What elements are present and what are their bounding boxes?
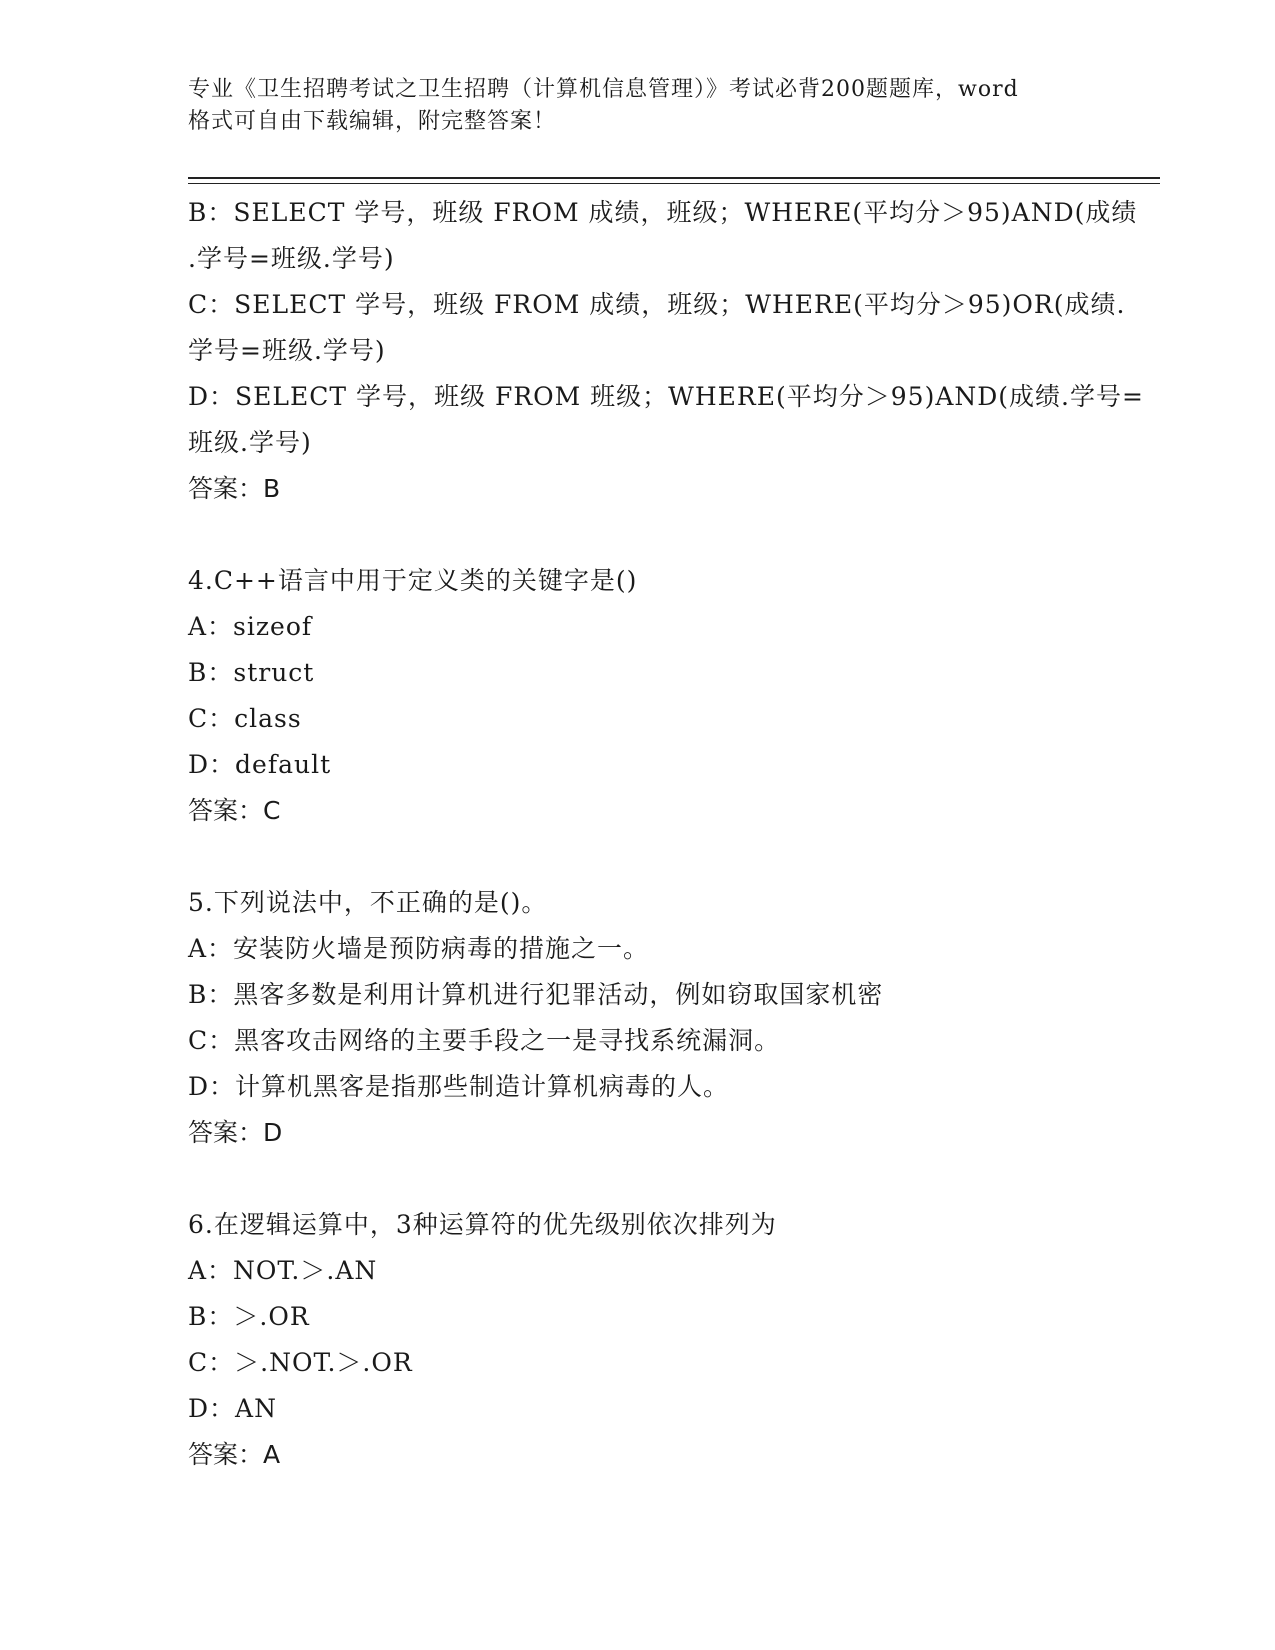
question-text: 5.下列说法中，不正确的是()。	[188, 888, 548, 917]
option-d: D：计算机黑客是指那些制造计算机病毒的人。	[188, 1072, 730, 1101]
option-b: B：struct	[188, 658, 315, 687]
header-rule-thick	[188, 177, 1160, 179]
answer: 答案：D	[188, 1118, 283, 1147]
option-a: A：NOT.＞.AN	[188, 1256, 378, 1285]
question-6	[188, 1202, 1088, 1478]
spacer	[188, 512, 1088, 558]
document-header	[188, 74, 1088, 138]
option-b: B：黑客多数是利用计算机进行犯罪活动，例如窃取国家机密	[188, 980, 884, 1009]
answer: 答案：B	[188, 474, 281, 503]
question-list	[188, 190, 1144, 1478]
question-text: 4.C++语言中用于定义类的关键字是()	[188, 566, 638, 595]
option-d: D：default	[188, 750, 332, 779]
option-d: D：AN	[188, 1394, 277, 1423]
answer: 答案：A	[188, 1440, 281, 1469]
spacer	[188, 834, 1088, 880]
header-title-line-2: 格式可自由下载编辑，附完整答案！	[188, 109, 557, 134]
question-4	[188, 558, 1088, 834]
option-c-line-1: C：SELECT 学号，班级 FROM 成绩，班级；WHERE(平均分＞95)OR(成绩.	[188, 290, 1126, 319]
answer: 答案：C	[188, 796, 281, 825]
option-c: C：class	[188, 704, 302, 733]
question-3	[188, 190, 1144, 512]
option-a: A：sizeof	[188, 612, 313, 641]
question-5	[188, 880, 1088, 1156]
option-c-line-2: 学号=班级.学号)	[188, 336, 386, 365]
option-a: A：安装防火墙是预防病毒的措施之一。	[188, 934, 650, 963]
option-b-line-2: .学号=班级.学号)	[188, 244, 395, 273]
option-c: C：黑客攻击网络的主要手段之一是寻找系统漏洞。	[188, 1026, 781, 1055]
option-d-line-1: D：SELECT 学号，班级 FROM 班级；WHERE(平均分＞95)AND(成绩.学号=	[188, 382, 1144, 411]
option-b-line-1: B：SELECT 学号，班级 FROM 成绩，班级；WHERE(平均分＞95)AND(成绩	[188, 198, 1138, 227]
option-c: C：＞.NOT.＞.OR	[188, 1348, 413, 1377]
header-title-line-1: 专业《卫生招聘考试之卫生招聘（计算机信息管理）》考试必背200题题库，word	[188, 77, 1019, 102]
question-text: 6.在逻辑运算中，3种运算符的优先级别依次排列为	[188, 1210, 777, 1239]
header-rule-thin	[188, 183, 1160, 184]
option-d-line-2: 班级.学号)	[188, 428, 312, 457]
spacer	[188, 1156, 1088, 1202]
option-b: B：＞.OR	[188, 1302, 310, 1331]
